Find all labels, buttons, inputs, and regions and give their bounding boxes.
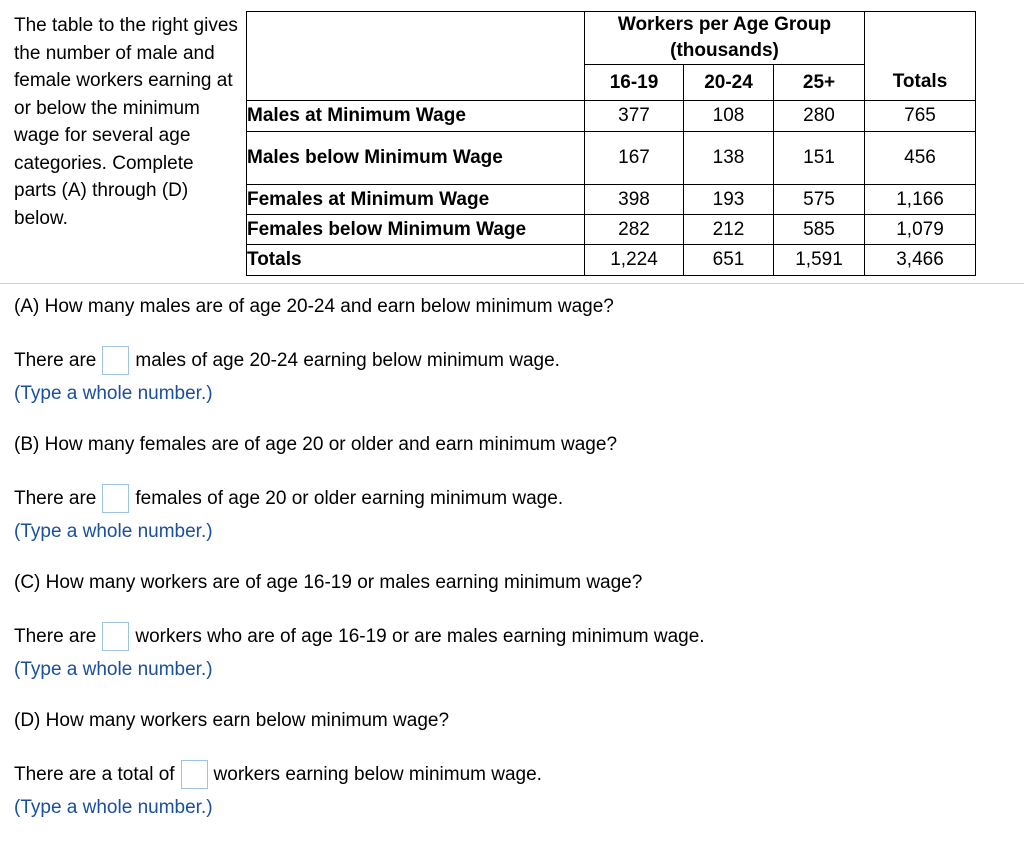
row-label: Females below Minimum Wage: [247, 215, 585, 245]
table-row: [247, 132, 976, 185]
answer-input-b[interactable]: [102, 484, 129, 513]
answer-suffix: males of age 20-24 earning below minimum wage.: [135, 349, 560, 371]
answer-suffix: workers earning below minimum wage.: [213, 763, 542, 785]
answer-suffix: workers who are of age 16-19 or are males earning minimum wage.: [135, 625, 705, 647]
intro-text: The table to the right gives the number of male and female workers earning at or below the minimum wage for several age categories. Complete parts (A) through (D) below.: [14, 15, 238, 229]
table-row: [247, 185, 976, 215]
table-header-row: [247, 12, 976, 65]
table-cell: 138: [684, 132, 774, 185]
col-header-16-19: 16-19: [585, 65, 684, 101]
table-cell: 282: [585, 215, 684, 245]
answer-prefix: There are: [14, 625, 97, 647]
question-c: (C) How many workers are of age 16-19 or males earning minimum wage?: [14, 572, 643, 593]
answer-input-d[interactable]: [181, 760, 208, 789]
hint-b: (Type a whole number.): [14, 521, 213, 542]
answer-prefix: There are a total of: [14, 763, 175, 785]
answer-suffix: females of age 20 or older earning minimum wage.: [135, 487, 564, 509]
table-cell: 3,466: [865, 245, 976, 276]
table-cell: 1,224: [585, 245, 684, 276]
hint-c: (Type a whole number.): [14, 659, 213, 680]
hint-d: (Type a whole number.): [14, 797, 213, 818]
section-divider: [0, 283, 1024, 284]
table-cell: 575: [774, 185, 865, 215]
answer-input-c[interactable]: [102, 622, 129, 651]
answer-prefix: There are: [14, 349, 97, 371]
row-label: Females at Minimum Wage: [247, 185, 585, 215]
answer-line-d: [14, 760, 542, 789]
table-cell: 1,591: [774, 245, 865, 276]
row-label: Totals: [247, 245, 585, 276]
answer-prefix: There are: [14, 487, 97, 509]
table-row: [247, 101, 976, 132]
table-subheader-row: [247, 65, 976, 101]
table-cell: 456: [865, 132, 976, 185]
table-cell: 1,079: [865, 215, 976, 245]
table-cell: 280: [774, 101, 865, 132]
table-cell: 167: [585, 132, 684, 185]
table-cell: 398: [585, 185, 684, 215]
table-cell: 377: [585, 101, 684, 132]
hint-a: (Type a whole number.): [14, 383, 213, 404]
question-b: (B) How many females are of age 20 or older and earn minimum wage?: [14, 434, 618, 455]
col-header-totals: Totals: [865, 65, 976, 101]
question-a: (A) How many males are of age 20-24 and earn below minimum wage?: [14, 296, 614, 317]
col-header-25-plus: 25+: [774, 65, 865, 101]
table-cell: 765: [865, 101, 976, 132]
row-label: Males below Minimum Wage: [247, 132, 585, 185]
row-label: Males at Minimum Wage: [247, 101, 585, 132]
table-cell: 108: [684, 101, 774, 132]
question-d: (D) How many workers earn below minimum wage?: [14, 710, 450, 731]
table-row: [247, 215, 976, 245]
group-header: [585, 12, 865, 65]
table-cell: 193: [684, 185, 774, 215]
answer-line-b: [14, 484, 563, 513]
table-cell: 1,166: [865, 185, 976, 215]
group-header-line1: Workers per Age Group: [617, 14, 832, 35]
table-cell: 212: [684, 215, 774, 245]
table-cell: 585: [774, 215, 865, 245]
table-row: [247, 245, 976, 276]
table-cell: 651: [684, 245, 774, 276]
table-cell: 151: [774, 132, 865, 185]
answer-line-a: [14, 346, 560, 375]
col-header-20-24: 20-24: [684, 65, 774, 101]
group-header-line2: (thousands): [670, 40, 779, 61]
workers-table: [246, 11, 976, 276]
answer-line-c: [14, 622, 705, 651]
answer-input-a[interactable]: [102, 346, 129, 375]
